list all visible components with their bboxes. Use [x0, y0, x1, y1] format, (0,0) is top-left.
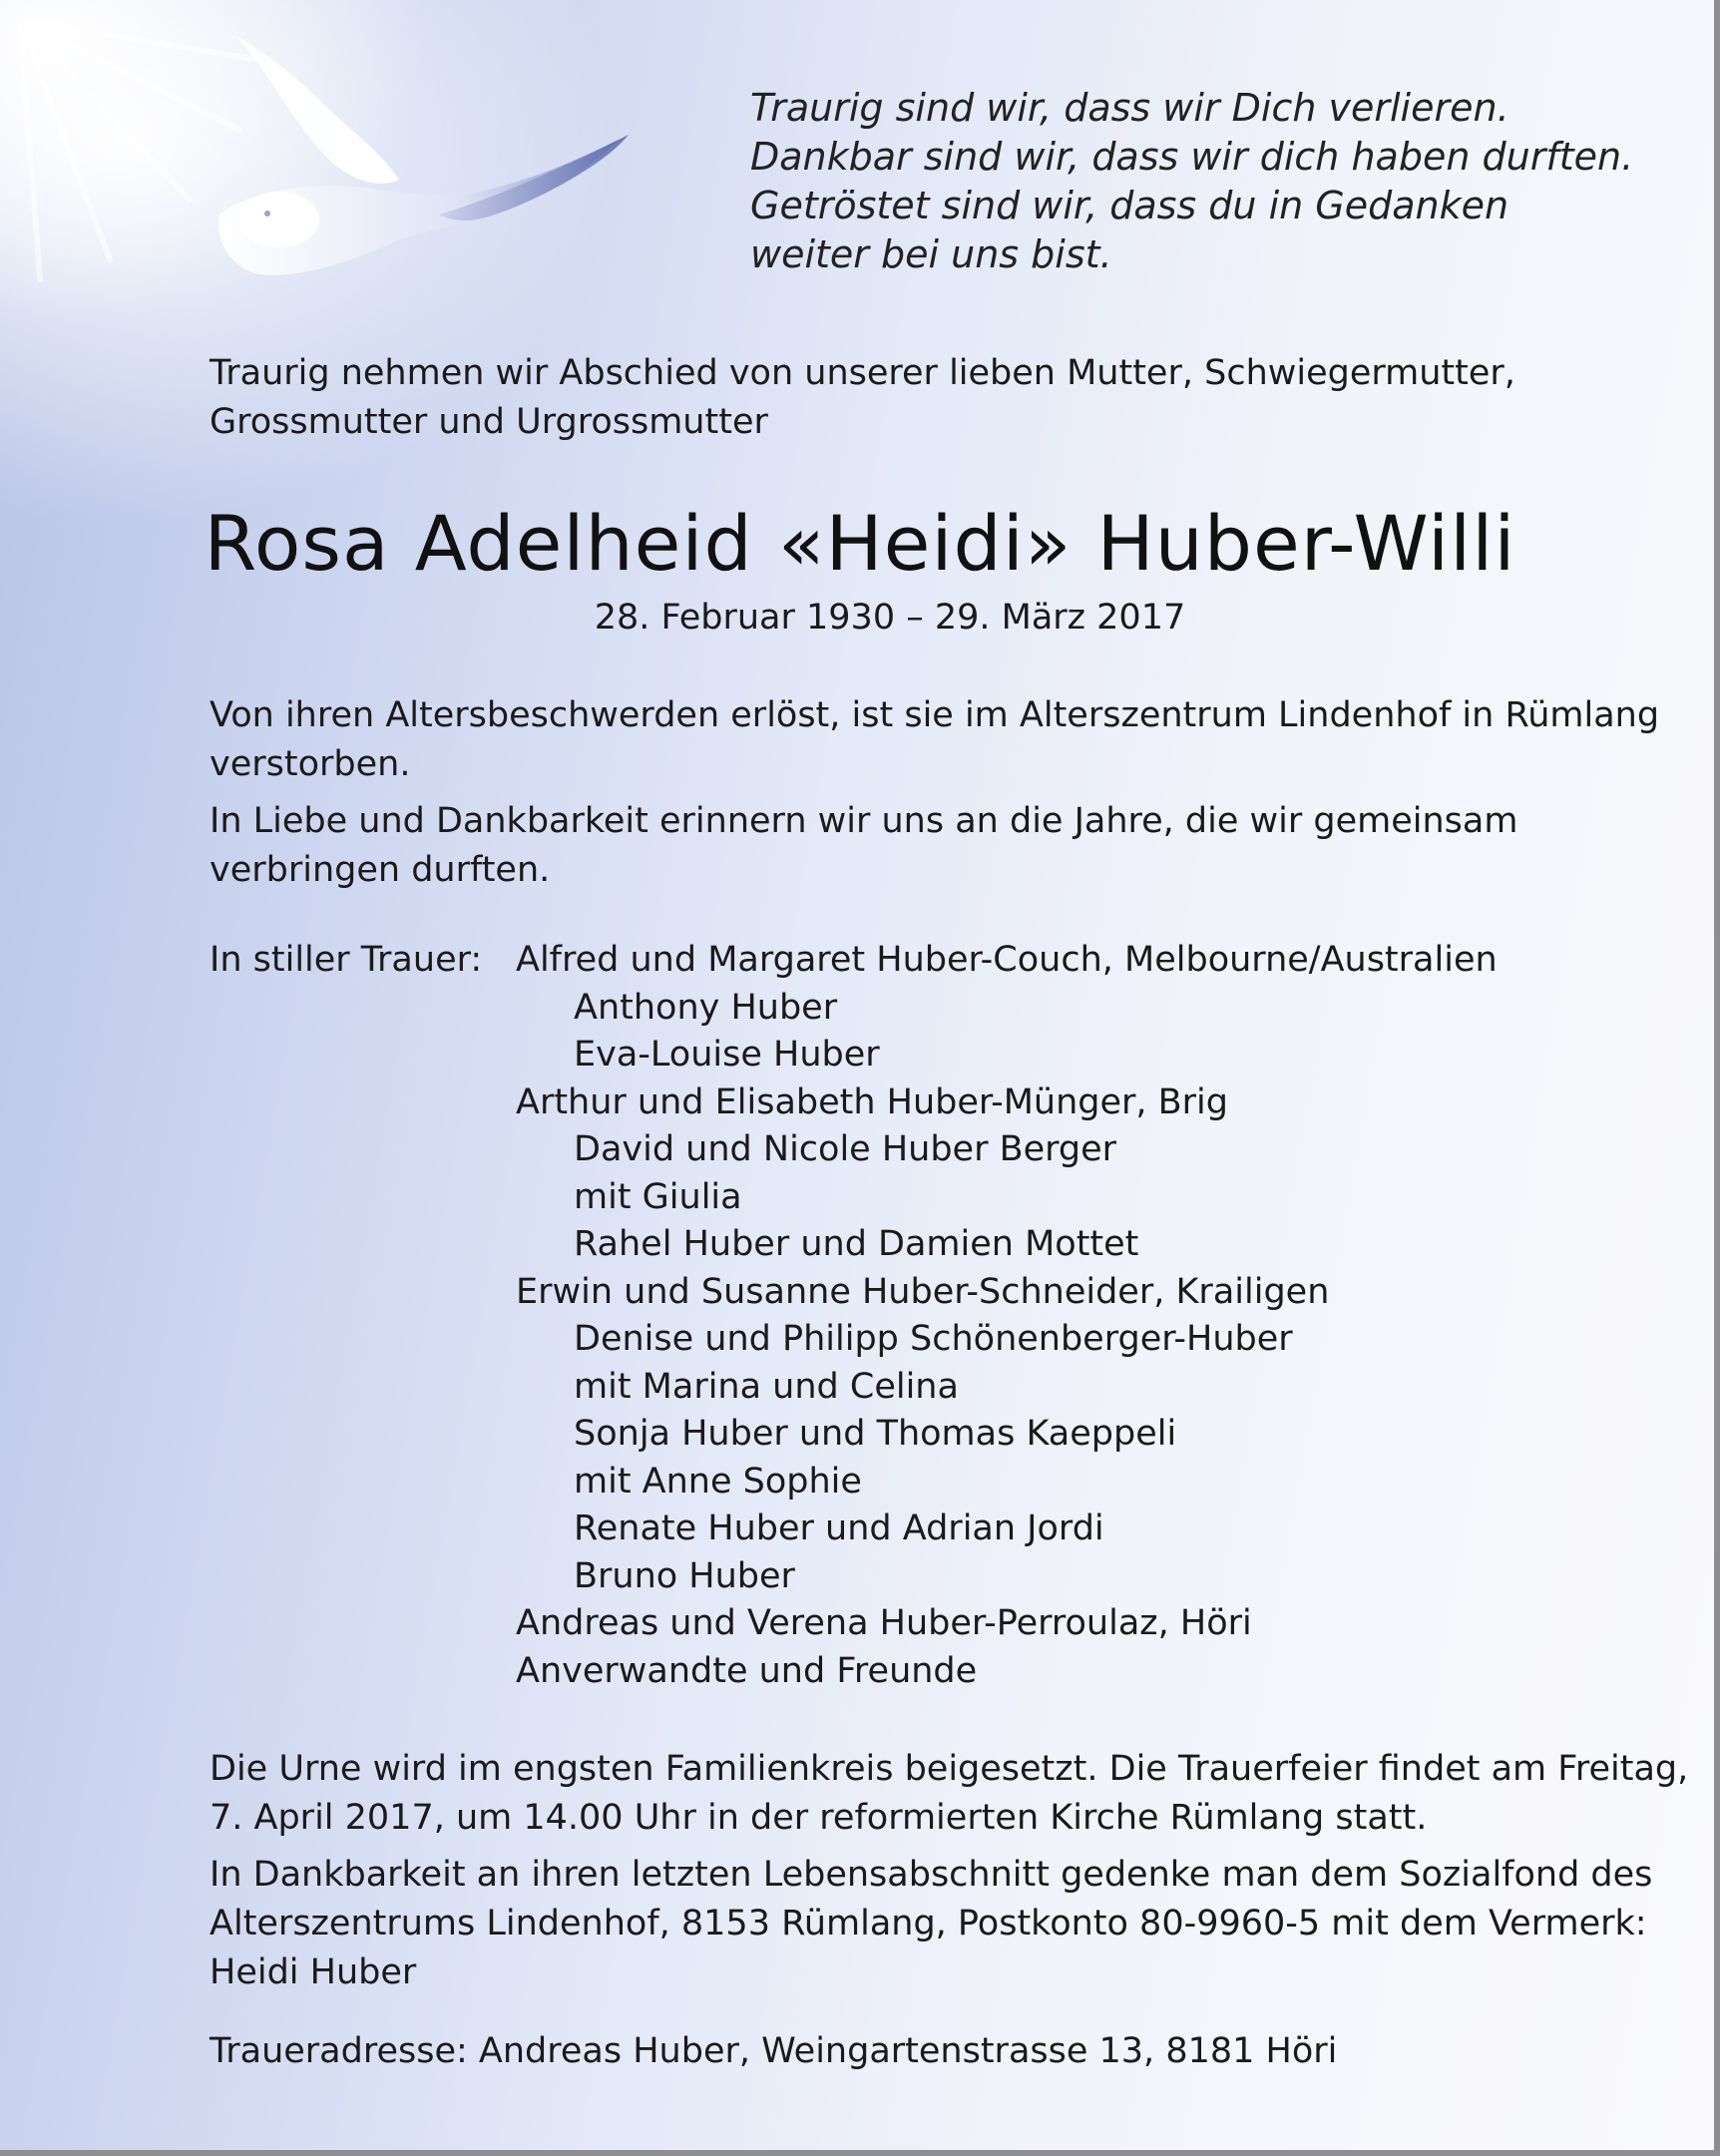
- funeral-line: Die Urne wird im engsten Familienkreis beigesetzt. Die Trauerfeier findet am Freitag,: [210, 1749, 1689, 1789]
- mourner-entry: Bruno Huber: [574, 1555, 795, 1596]
- paragraph-line: verstorben.: [210, 744, 411, 784]
- mourner-entry: Anthony Huber: [574, 987, 838, 1028]
- funeral-info: [210, 1745, 1688, 1843]
- donation-line: In Dankbarkeit an ihren letzten Lebensabschnitt gedenke man dem Sozialfond des: [210, 1855, 1653, 1895]
- mourner-entry: mit Anne Sophie: [574, 1461, 862, 1502]
- mourner-entry: Renate Huber und Adrian Jordi: [574, 1509, 1104, 1548]
- donation-info: [210, 1851, 1652, 1997]
- intro-line: Grossmutter und Urgrossmutter: [210, 402, 768, 442]
- mourner-entry: mit Giulia: [574, 1176, 742, 1217]
- mourner-entry: David und Nicole Huber Berger: [574, 1129, 1117, 1169]
- mourner-entry: Rahel Huber und Damien Mottet: [574, 1224, 1139, 1264]
- mourner-entry: Arthur und Elisabeth Huber-Münger, Brig: [516, 1081, 1228, 1122]
- intro-line: Traurig nehmen wir Abschied von unserer lieben Mutter, Schwiegermutter,: [210, 353, 1515, 393]
- donation-line: Heidi Huber: [210, 1952, 417, 1992]
- page-border-bottom: [0, 2150, 1720, 2156]
- mourners-list: [516, 937, 1498, 1695]
- mourner-entry: Eva-Louise Huber: [574, 1035, 880, 1075]
- paragraph-line: verbringen durften.: [210, 850, 551, 890]
- mourner-entry: Erwin und Susanne Huber-Schneider, Krailigen: [516, 1271, 1330, 1312]
- mourner-entry: Sonja Huber und Thomas Kaeppeli: [574, 1414, 1177, 1454]
- paragraph-line: Von ihren Altersbeschwerden erlöst, ist sie im Alterszentrum Lindenhof in Rümlang: [210, 695, 1660, 735]
- poem-line: Getröstet sind wir, dass du in Gedanken: [750, 184, 1509, 227]
- mourner-entry: mit Marina und Celina: [574, 1366, 959, 1407]
- intro-text: [210, 349, 1515, 447]
- poem-line: Dankbar sind wir, dass wir dich haben durften.: [750, 135, 1634, 179]
- mourners-label: In stiller Trauer:: [210, 940, 483, 980]
- paragraph-gratitude: [210, 797, 1517, 895]
- donation-line: Alterszentrums Lindenhof, 8153 Rümlang, Postkonto 80-9960-5 mit dem Vermerk:: [210, 1904, 1647, 1943]
- mourning-address: Traueradresse: Andreas Huber, Weingartenstrasse 13, 8181 Höri: [210, 2031, 1338, 2071]
- paragraph-passing: [210, 691, 1659, 789]
- dove-icon: [210, 30, 639, 289]
- mourner-entry: Anverwandte und Freunde: [516, 1650, 978, 1691]
- deceased-name: Rosa Adelheid «Heidi» Huber-Willi: [204, 499, 1516, 588]
- mourner-entry: Andreas und Verena Huber-Perroulaz, Höri: [516, 1603, 1252, 1643]
- poem: [750, 84, 1633, 279]
- paragraph-line: In Liebe und Dankbarkeit erinnern wir uns an die Jahre, die wir gemeinsam: [210, 801, 1518, 841]
- funeral-line: 7. April 2017, um 14.00 Uhr in der reformierten Kirche Rümlang statt.: [210, 1798, 1428, 1838]
- poem-line: weiter bei uns bist.: [750, 232, 1112, 276]
- life-dates: 28. Februar 1930 – 29. März 2017: [594, 598, 1186, 638]
- mourner-entry: Alfred und Margaret Huber-Couch, Melbourne/Australien: [516, 940, 1498, 980]
- mourner-entry: Denise und Philipp Schönenberger-Huber: [574, 1319, 1293, 1359]
- poem-line: Traurig sind wir, dass wir Dich verlieren.: [750, 86, 1509, 130]
- page-border-right: [1714, 0, 1720, 2156]
